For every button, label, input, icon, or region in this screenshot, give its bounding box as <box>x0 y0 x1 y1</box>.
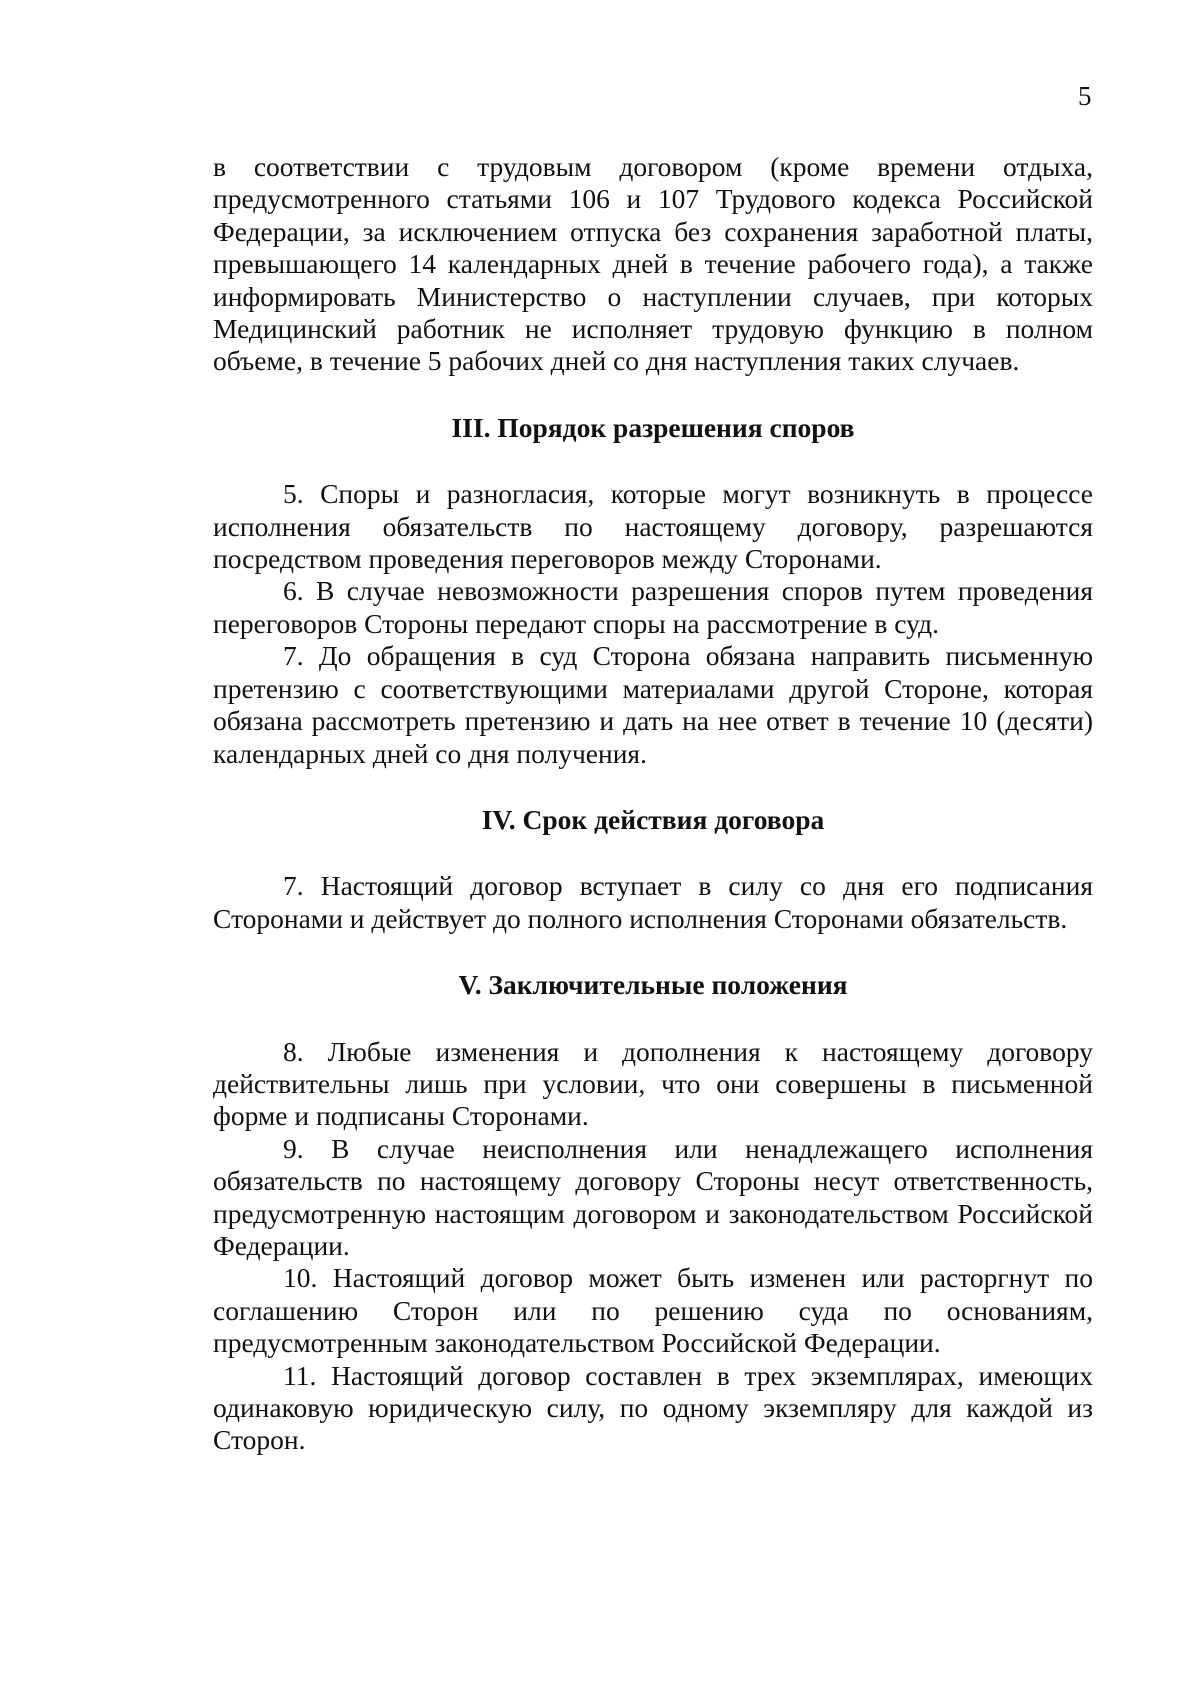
section-5-title: V. Заключительные положения <box>458 969 848 1001</box>
section-4-title: IV. Срок действия договора <box>481 803 825 835</box>
clause-5: 5. Споры и разногласия, которые могут возникнуть в процессе исполнения обязательств по настоящему договору, разрешаются посредством проведения переговоров между Сторонами. <box>213 478 1093 575</box>
clause-11: 11. Настоящий договор составлен в трех экземплярах, имеющих одинаковую юридическую силу, по одному экземпляру для каждой из Сторон. <box>213 1359 1093 1456</box>
clause-8: 8. Любые изменения и дополнения к настоящему договору действительны лишь при условии, что они совершены в письменной форме и подписаны Сторонами. <box>213 1035 1093 1132</box>
clause-7-term: 7. Настоящий договор вступает в силу со дня его подписания Сторонами и действует до полного исполнения Сторонами обязательств. <box>213 870 1093 934</box>
clause-6: 6. В случае невозможности разрешения споров путем проведения переговоров Стороны передают споры на рассмотрение в суд. <box>213 575 1093 639</box>
page-number: 5 <box>1078 81 1092 111</box>
clause-7-claim: 7. До обращения в суд Сторона обязана направить письменную претензию с соответствующими материалами другой Стороне, которая обязана рассмотреть претензию и дать на нее ответ в течение 10 (десяти) календарных дней со дня получения. <box>213 640 1093 769</box>
section-3-title: III. Порядок разрешения споров <box>451 411 855 443</box>
document-body <box>213 151 1093 1457</box>
clause-10: 10. Настоящий договор может быть изменен или расторгнут по соглашению Сторон или по решению суда по основаниям, предусмотренным законодательством Российской Федерации. <box>213 1262 1093 1359</box>
intro-paragraph: в соответствии с трудовым договором (кроме времени отдыха, предусмотренного статьями 106 и 107 Трудового кодекса Российской Федерации, за исключением отпуска без сохранения заработной платы, превышающего 14 календарных дней в течение рабочего года), а также информировать Министерство о наступлении случаев, при которых Медицинский работник не исполняет трудовую функцию в полном объеме, в течение 5 рабочих дней со дня наступления таких случаев. <box>213 151 1093 377</box>
clause-9: 9. В случае неисполнения или ненадлежащего исполнения обязательств по настоящему договору Стороны несут ответственность, предусмотренную настоящим договором и законодательством Российской Федерации. <box>213 1132 1093 1261</box>
